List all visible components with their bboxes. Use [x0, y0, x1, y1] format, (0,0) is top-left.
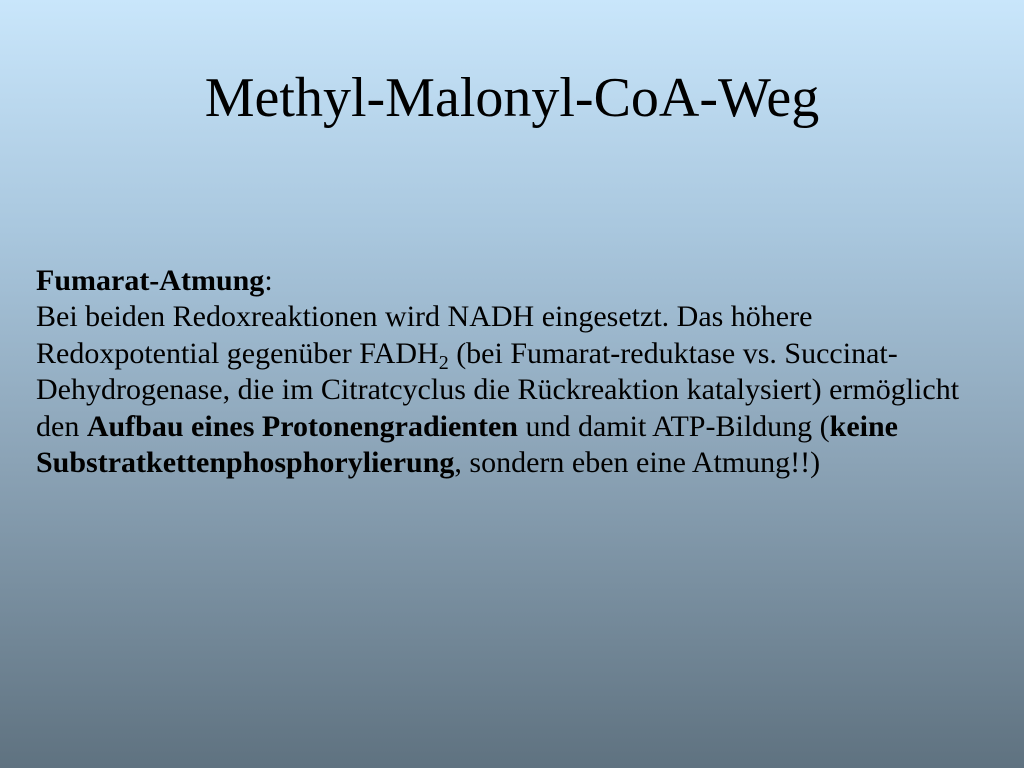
subscript-2: 2 [438, 351, 449, 374]
heading-text: Fumarat-Atmung [36, 264, 265, 297]
body-text-1: Bei beiden Redoxreaktionen wird NADH eingesetzt. Das höhere Redoxpotential gegenüber FADH [36, 300, 813, 370]
body-text-3: und damit ATP-Bildung ( [517, 409, 830, 443]
body-paragraph [36, 299, 996, 481]
section-heading [36, 263, 996, 299]
bold-phrase-keine: keine Substratkettenphosphorylierung [36, 409, 898, 480]
body-text-4: , sondern eben eine Atmung!!) [454, 446, 821, 480]
heading-colon: : [264, 264, 273, 297]
slide-body [36, 263, 996, 481]
slide-title: Methyl-Malonyl-CoA-Weg [204, 67, 820, 129]
bold-phrase-gradient: Aufbau eines Protonengradienten [86, 409, 518, 443]
body-text-2: (bei Fumarat-reduktase vs. Succinat-Dehydrogenase, die im Citratcyclus die Rückreaktion katalysiert) ermöglicht den [36, 336, 960, 443]
